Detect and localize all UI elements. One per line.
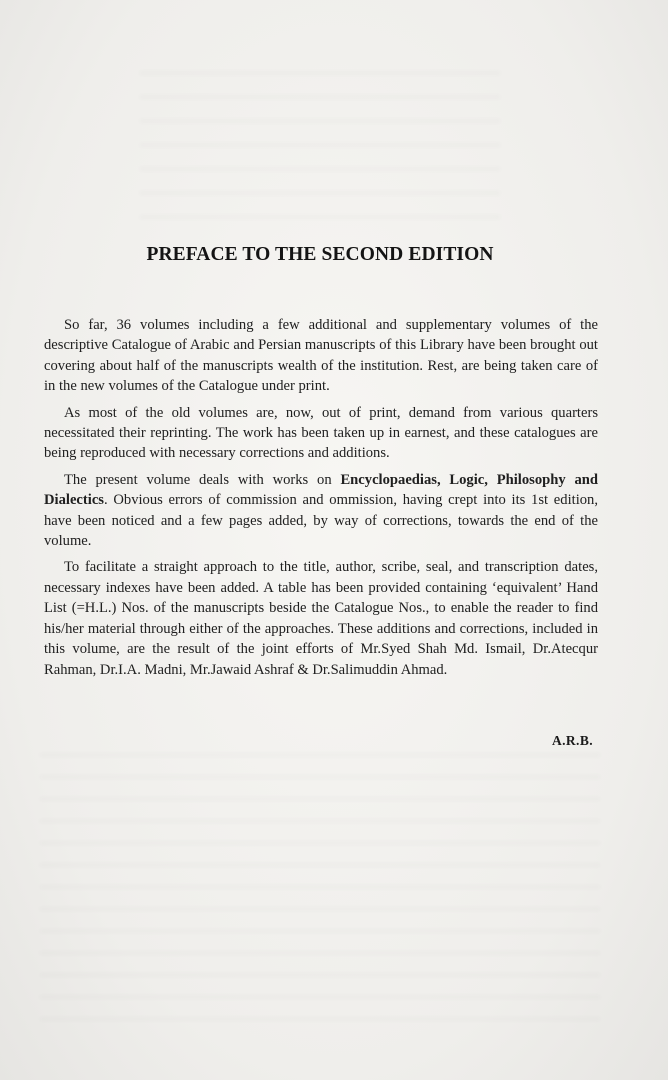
paragraph-2: As most of the old volumes are, now, out of print, demand from various quarters necessitated their reprinting. The work has been taken up in earnest, and these catalogues are being reproduced with necessary corrections and additions.: [44, 404, 598, 462]
paragraph-3: [44, 470, 598, 552]
paragraph-3-start: The present volume deals with works on: [64, 471, 341, 488]
page-title: PREFACE TO THE SECOND EDITION: [146, 244, 494, 265]
preface-body: [44, 315, 598, 686]
signature-initials: A.R.B.: [551, 733, 593, 748]
show-through-text-lower: [40, 740, 600, 1040]
subject-list: Encyclopaedias, Logic, Philosophy and Dialectics: [44, 471, 598, 509]
paragraph-1: So far, 36 volumes including a few additional and supplementary volumes of the descriptive Catalogue of Arabic and Persian manuscripts of this Library have been brought out covering about half of the manuscripts wealth of the institution. Rest, are being taken care of in the new volumes of the Catalogue under print.: [44, 317, 598, 395]
paragraph-3-end: . Obvious errors of commission and ommission, having crept into its 1st edition, have been noticed and a few pages added, by way of corrections, towards the end of the volume.: [44, 492, 598, 550]
paragraph-4: To facilitate a straight approach to the title, author, scribe, seal, and transcription dates, necessary indexes have been added. A table has been provided containing ‘equivalent’ Hand List (=H.L.) Nos. of the manuscripts beside the Catalogue Nos., to enable the reader to find his/her material through either of the approaches. These additions and corrections, included in this volume, are the result of the joint efforts of Mr.Syed Shah Md. Ismail, Dr.Atecqur Rahman, Dr.I.A. Madni, Mr.Jawaid Ashraf & Dr.Salimuddin Ahmad.: [44, 559, 598, 678]
show-through-text: [140, 60, 500, 240]
